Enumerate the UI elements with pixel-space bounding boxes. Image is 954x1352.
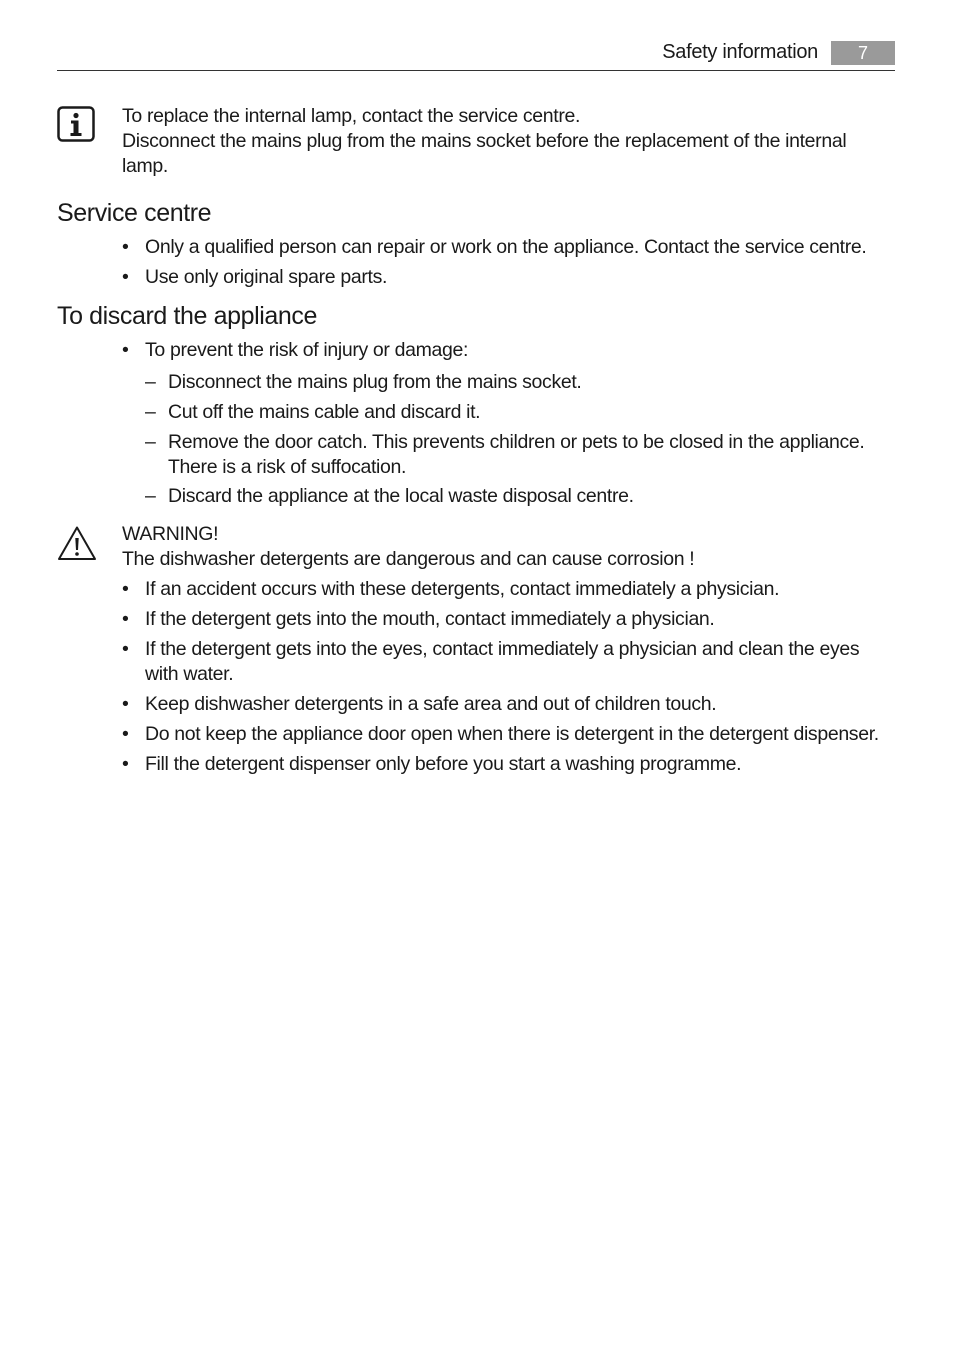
header-section-title: Safety information [662,41,818,63]
dash-marker: – [145,371,156,393]
bullet-dot: • [122,266,129,288]
bullet-dot: • [122,723,129,745]
bullet-dot: • [122,236,129,258]
list-item: Keep dishwasher detergents in a safe area and out of children touch. [145,693,717,715]
list-item: Do not keep the appliance door open when there is detergent in the detergent dispenser. [145,723,879,745]
list-item: To prevent the risk of injury or damage: [145,339,469,361]
list-item: If an accident occurs with these detergents, contact immediately a physician. [145,578,780,600]
section-heading-discard: To discard the appliance [57,302,318,330]
warning-icon [57,525,97,561]
info-note-line: lamp. [122,155,168,177]
list-item: Use only original spare parts. [145,266,388,288]
page-number: 7 [831,41,895,65]
list-item: If the detergent gets into the eyes, contact immediately a physician and clean the eyes [145,638,860,660]
warning-subtitle: The dishwasher detergents are dangerous and can cause corrosion ! [122,548,695,570]
sub-list-item: Cut off the mains cable and discard it. [168,401,481,423]
dash-marker: – [145,485,156,507]
sub-list-item: Disconnect the mains plug from the mains socket. [168,371,582,393]
list-item: with water. [145,663,234,685]
list-item: If the detergent gets into the mouth, contact immediately a physician. [145,608,715,630]
section-heading-service-centre: Service centre [57,199,212,227]
list-item: Fill the detergent dispenser only before you start a washing programme. [145,753,742,775]
bullet-dot: • [122,753,129,775]
sub-list-item: Remove the door catch. This prevents children or pets to be closed in the appliance. [168,431,865,453]
info-note-line: Disconnect the mains plug from the mains socket before the replacement of the internal [122,130,847,152]
bullet-dot: • [122,638,129,660]
warning-title: WARNING! [122,523,219,545]
bullet-dot: • [122,339,129,361]
sub-list-item: There is a risk of suffocation. [168,456,407,478]
bullet-dot: • [122,608,129,630]
info-note-line: To replace the internal lamp, contact the service centre. [122,105,581,127]
info-icon [57,106,95,142]
header-divider [57,70,895,71]
bullet-dot: • [122,578,129,600]
list-item: Only a qualified person can repair or work on the appliance. Contact the service centre. [145,236,867,258]
bullet-dot: • [122,693,129,715]
dash-marker: – [145,431,156,453]
dash-marker: – [145,401,156,423]
sub-list-item: Discard the appliance at the local waste disposal centre. [168,485,634,507]
